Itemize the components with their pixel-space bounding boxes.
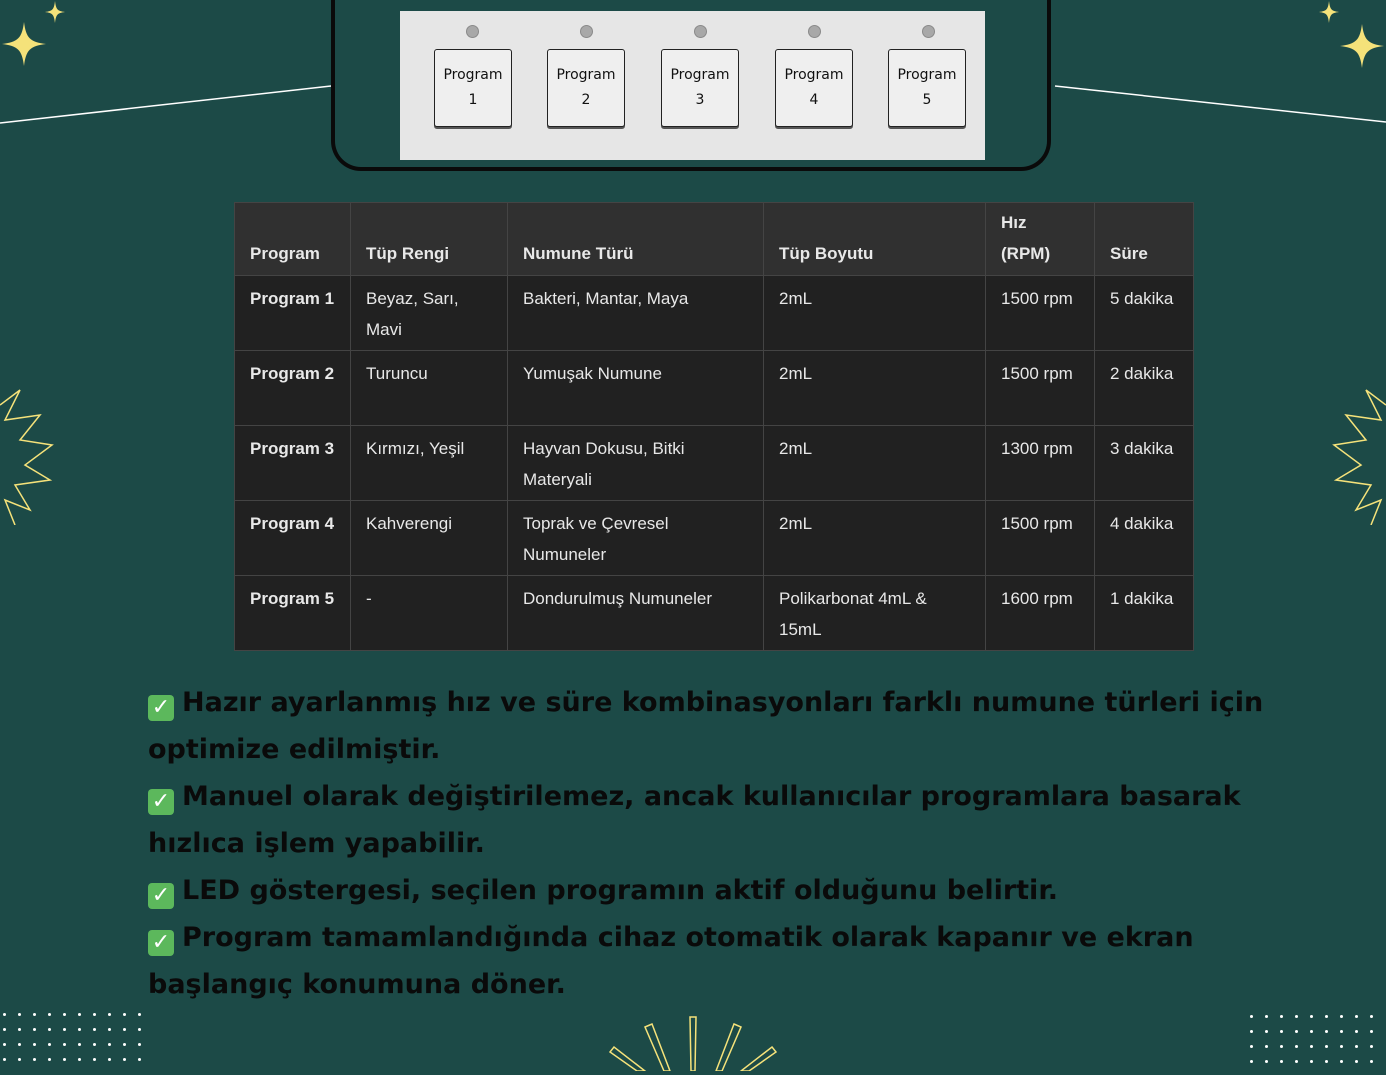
table-cell: 4 dakika [1095, 501, 1194, 576]
column-header: Program [235, 203, 351, 276]
program-5-button[interactable] [888, 49, 966, 127]
button-number: 1 [468, 92, 478, 108]
table-cell: 3 dakika [1095, 426, 1194, 501]
dot-deco [93, 1043, 96, 1046]
table-cell: 1300 rpm [986, 426, 1095, 501]
dot-deco [138, 1043, 141, 1046]
table-cell: 2 dakika [1095, 351, 1194, 426]
dot-deco [1370, 1060, 1373, 1063]
dot-deco [93, 1013, 96, 1016]
table-row [235, 426, 1194, 501]
dot-deco [93, 1058, 96, 1061]
dot-deco [1310, 1045, 1313, 1048]
dot-grid-deco [3, 1013, 153, 1073]
dot-deco [1295, 1060, 1298, 1063]
note-text: Hazır ayarlanmış hız ve süre kombinasyonları farklı numune türleri için optimize edilmiştir. [148, 687, 1264, 765]
dot-deco [63, 1043, 66, 1046]
dot-deco [1370, 1045, 1373, 1048]
sunburst-deco-icon [600, 1012, 786, 1071]
table-cell: 2mL [764, 351, 986, 426]
note-item [148, 773, 1288, 867]
table-cell: 2mL [764, 276, 986, 351]
dot-deco [1340, 1060, 1343, 1063]
table-cell: 2mL [764, 501, 986, 576]
dot-deco [78, 1028, 81, 1031]
table-cell: Program 2 [235, 351, 351, 426]
dot-deco [1280, 1030, 1283, 1033]
dot-deco [1295, 1030, 1298, 1033]
dot-deco [138, 1028, 141, 1031]
dot-deco [1265, 1015, 1268, 1018]
table-cell: 1 dakika [1095, 576, 1194, 651]
dot-deco [108, 1043, 111, 1046]
program-led-1 [466, 25, 479, 38]
dot-deco [108, 1013, 111, 1016]
program-led-3 [694, 25, 707, 38]
dot-deco [3, 1013, 6, 1016]
program-4-button[interactable] [775, 49, 853, 127]
note-text: Manuel olarak değiştirilemez, ancak kullanıcılar programlara basarak hızlıca işlem yapabilir. [148, 781, 1241, 859]
dot-deco [108, 1058, 111, 1061]
column-header: Numune Türü [508, 203, 764, 276]
dot-deco [33, 1028, 36, 1031]
program-3-button[interactable] [661, 49, 739, 127]
dot-deco [108, 1028, 111, 1031]
dot-deco [48, 1043, 51, 1046]
dot-deco [63, 1028, 66, 1031]
dot-deco [1310, 1030, 1313, 1033]
table-cell: Toprak ve Çevresel Numuneler [508, 501, 764, 576]
button-label: Program [556, 67, 616, 83]
dot-deco [63, 1058, 66, 1061]
table-cell: Beyaz, Sarı, Mavi [351, 276, 508, 351]
dot-deco [1310, 1060, 1313, 1063]
button-label: Program [897, 67, 957, 83]
dot-deco [78, 1058, 81, 1061]
zigzag-deco-icon [0, 385, 60, 525]
dot-deco [1310, 1015, 1313, 1018]
sparkle-star-icon [44, 0, 66, 24]
table-cell: 1500 rpm [986, 351, 1095, 426]
table-cell: 1600 rpm [986, 576, 1095, 651]
table-cell: - [351, 576, 508, 651]
table-cell: Polikarbonat 4mL & 15mL [764, 576, 986, 651]
dot-deco [1340, 1045, 1343, 1048]
dot-deco [1355, 1060, 1358, 1063]
dot-deco [18, 1058, 21, 1061]
program-1-button[interactable] [434, 49, 512, 127]
dot-deco [18, 1013, 21, 1016]
dot-deco [48, 1028, 51, 1031]
dot-deco [1355, 1030, 1358, 1033]
table-header-row [235, 203, 1194, 276]
table-cell: Program 3 [235, 426, 351, 501]
dot-deco [18, 1028, 21, 1031]
table-cell: Kahverengi [351, 501, 508, 576]
button-number: 2 [581, 92, 591, 108]
column-header: Tüp Rengi [351, 203, 508, 276]
table-row [235, 276, 1194, 351]
button-number: 4 [809, 92, 819, 108]
note-item [148, 867, 1288, 914]
button-label: Program [670, 67, 730, 83]
dot-deco [1325, 1030, 1328, 1033]
dot-deco [123, 1028, 126, 1031]
zigzag-deco-icon [1326, 385, 1386, 525]
table-row [235, 576, 1194, 651]
program-2-button[interactable] [547, 49, 625, 127]
check-mark-icon: ✓ [148, 883, 174, 909]
table-cell: Program 4 [235, 501, 351, 576]
column-header: Süre [1095, 203, 1194, 276]
feature-notes [148, 679, 1288, 1008]
table-cell: Hayvan Dokusu, Bitki Materyali [508, 426, 764, 501]
device-control-panel [400, 11, 985, 160]
dot-grid-deco [1250, 1015, 1385, 1075]
table-cell: 5 dakika [1095, 276, 1194, 351]
table-cell: 1500 rpm [986, 276, 1095, 351]
dot-deco [78, 1013, 81, 1016]
dot-deco [3, 1058, 6, 1061]
table-cell: Yumuşak Numune [508, 351, 764, 426]
note-item [148, 679, 1288, 773]
note-text: Program tamamlandığında cihaz otomatik olarak kapanır ve ekran başlangıç konumuna döner. [148, 922, 1194, 1000]
check-mark-icon: ✓ [148, 695, 174, 721]
note-item [148, 914, 1288, 1008]
program-led-2 [580, 25, 593, 38]
program-led-5 [922, 25, 935, 38]
note-text: LED göstergesi, seçilen programın aktif olduğunu belirtir. [182, 875, 1059, 906]
dot-deco [18, 1043, 21, 1046]
dot-deco [1265, 1045, 1268, 1048]
dot-deco [1370, 1015, 1373, 1018]
sparkle-star-icon [0, 20, 48, 68]
dot-deco [1250, 1060, 1253, 1063]
sparkle-star-icon [1318, 0, 1340, 24]
dot-deco [1325, 1045, 1328, 1048]
dot-deco [1265, 1030, 1268, 1033]
table-cell: Dondurulmuş Numuneler [508, 576, 764, 651]
button-number: 5 [922, 92, 932, 108]
dot-deco [1295, 1045, 1298, 1048]
dot-deco [1280, 1060, 1283, 1063]
dot-deco [63, 1013, 66, 1016]
dot-deco [3, 1043, 6, 1046]
dot-deco [1250, 1030, 1253, 1033]
dot-deco [1280, 1015, 1283, 1018]
table-cell: 1500 rpm [986, 501, 1095, 576]
check-mark-icon: ✓ [148, 789, 174, 815]
dot-deco [1295, 1015, 1298, 1018]
check-mark-icon: ✓ [148, 930, 174, 956]
dot-deco [1355, 1015, 1358, 1018]
table-cell: Kırmızı, Yeşil [351, 426, 508, 501]
dot-deco [1325, 1015, 1328, 1018]
dot-deco [3, 1028, 6, 1031]
table-row [235, 501, 1194, 576]
dot-deco [123, 1013, 126, 1016]
sparkle-star-icon [1338, 22, 1386, 70]
dot-deco [48, 1058, 51, 1061]
column-header: Hız (RPM) [986, 203, 1095, 276]
table-cell: Program 5 [235, 576, 351, 651]
dot-deco [1250, 1015, 1253, 1018]
button-number: 3 [695, 92, 705, 108]
dot-deco [33, 1043, 36, 1046]
button-label: Program [784, 67, 844, 83]
table-cell: 2mL [764, 426, 986, 501]
table-cell: Turuncu [351, 351, 508, 426]
dot-deco [123, 1058, 126, 1061]
dot-deco [1265, 1060, 1268, 1063]
program-table [234, 202, 1194, 651]
button-label: Program [443, 67, 503, 83]
dot-deco [78, 1043, 81, 1046]
table-cell: Program 1 [235, 276, 351, 351]
dot-deco [1280, 1045, 1283, 1048]
dot-deco [1340, 1015, 1343, 1018]
dot-deco [1370, 1030, 1373, 1033]
table-row [235, 351, 1194, 426]
dot-deco [138, 1058, 141, 1061]
dot-deco [33, 1013, 36, 1016]
table-cell: Bakteri, Mantar, Maya [508, 276, 764, 351]
dot-deco [1355, 1045, 1358, 1048]
dot-deco [93, 1028, 96, 1031]
dot-deco [123, 1043, 126, 1046]
column-header: Tüp Boyutu [764, 203, 986, 276]
dot-deco [1250, 1045, 1253, 1048]
dot-deco [1325, 1060, 1328, 1063]
program-led-4 [808, 25, 821, 38]
dot-deco [48, 1013, 51, 1016]
dot-deco [1340, 1030, 1343, 1033]
dot-deco [138, 1013, 141, 1016]
dot-deco [33, 1058, 36, 1061]
